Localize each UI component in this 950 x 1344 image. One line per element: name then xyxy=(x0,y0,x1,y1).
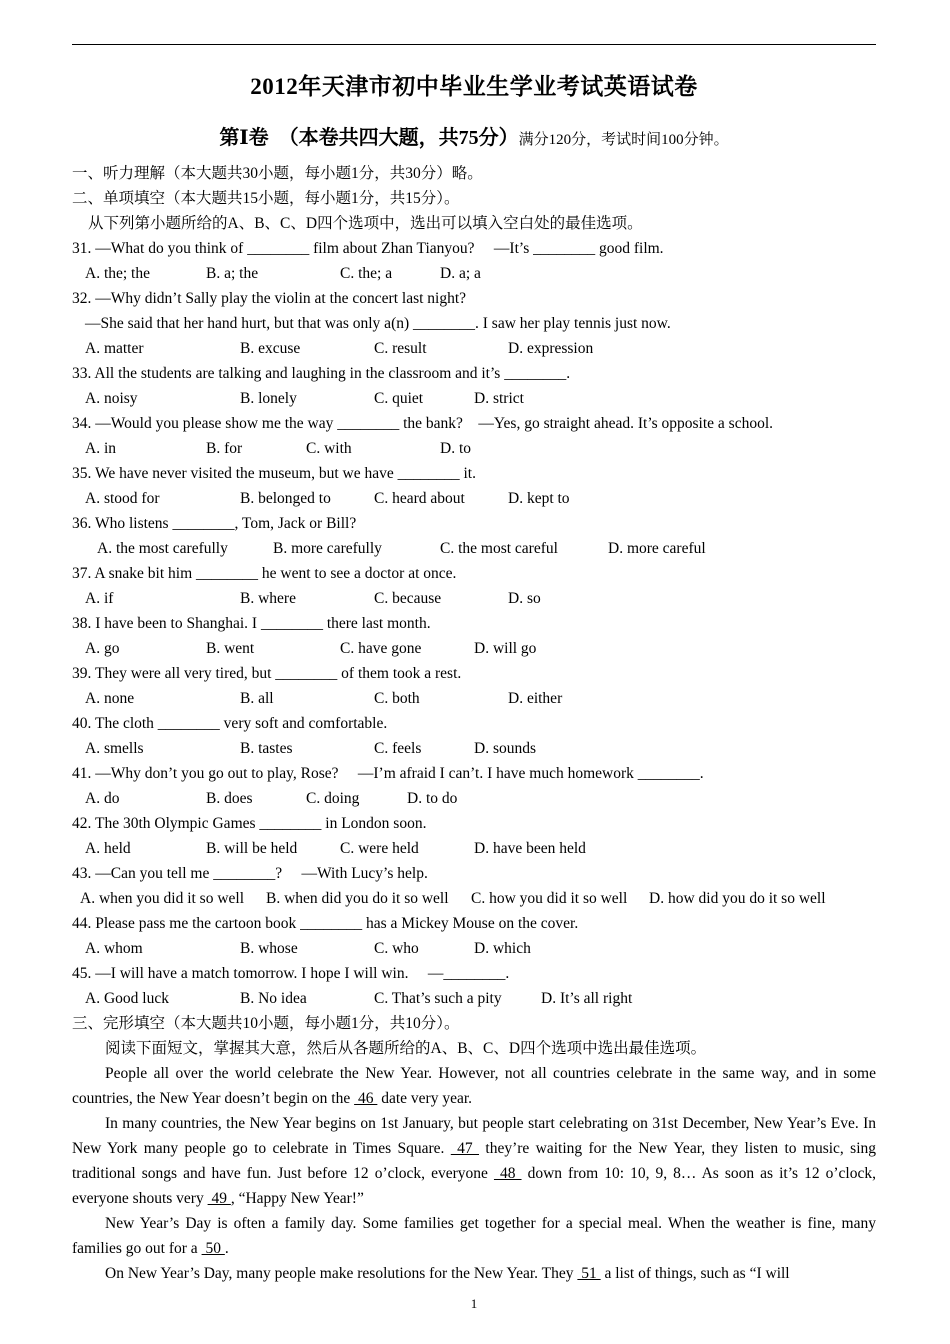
option-d: D. strict xyxy=(474,390,524,407)
question-stem: 35. We have never visited the museum, but we have ________ it. xyxy=(72,465,476,482)
option-d: D. It’s all right xyxy=(541,990,633,1007)
option-a: A. go xyxy=(85,640,120,657)
question-stem: 44. Please pass me the cartoon book ________ has a Mickey Mouse on the cover. xyxy=(72,915,579,932)
option-c: C. were held xyxy=(340,840,419,857)
passage-paragraph xyxy=(72,1061,876,1111)
question-options xyxy=(72,886,876,911)
question-stem: 43. —Can you tell me ________? —With Lucy’s help. xyxy=(72,865,428,882)
option-d: D. how did you do it so well xyxy=(649,890,826,907)
option-b: B. a; the xyxy=(206,265,259,282)
passage-text: People all over the world celebrate the New Year. However, not all countries celebrate in the same way, and in some countries, the New Year doesn’t begin on the xyxy=(72,1065,876,1107)
question-options xyxy=(72,936,876,961)
question-options xyxy=(72,636,876,661)
option-a: A. in xyxy=(85,440,116,457)
option-d: D. have been held xyxy=(474,840,586,857)
option-c: C. doing xyxy=(306,790,360,807)
option-c: C. because xyxy=(374,590,442,607)
question-options xyxy=(72,736,876,761)
option-c: C. how you did it so well xyxy=(471,890,628,907)
option-c: C. That’s such a pity xyxy=(374,990,502,1007)
question-stem: 36. Who listens ________, Tom, Jack or Bill? xyxy=(72,515,357,532)
option-b: B. went xyxy=(206,640,255,657)
question-options xyxy=(72,986,876,1011)
option-b: B. will be held xyxy=(206,840,298,857)
option-d: D. kept to xyxy=(508,490,570,507)
page-number: 1 xyxy=(470,1296,478,1311)
option-a: A. held xyxy=(85,840,131,857)
question-stem: 41. —Why don’t you go out to play, Rose? —I’m afraid I can’t. I have much homework ________. xyxy=(72,765,704,782)
question-stem: 39. They were all very tired, but ________ of them took a rest. xyxy=(72,665,462,682)
passage-paragraph xyxy=(72,1111,876,1211)
question-stem: 38. I have been to Shanghai. I ________ there last month. xyxy=(72,615,431,632)
option-a: A. matter xyxy=(85,340,144,357)
passage-text: New Year’s Day is often a family day. Some families get together for a special meal. When the weather is fine, many families go out for a xyxy=(72,1215,876,1257)
question-stem: 34. —Would you please show me the way ________ the bank? —Yes, go straight ahead. It’s opposite a school. xyxy=(72,415,774,432)
option-d: D. to xyxy=(440,440,471,457)
option-d: D. sounds xyxy=(474,740,537,757)
option-c: C. with xyxy=(306,440,352,457)
passage-text: they’re waiting for the New Year, they listen to music, sing traditional songs and have fun. Just before 12 o’clock, everyone xyxy=(72,1140,876,1182)
question-options xyxy=(72,686,876,711)
option-d: D. a; a xyxy=(440,265,481,282)
option-d: D. which xyxy=(474,940,531,957)
exam-page xyxy=(72,0,876,1344)
exam-title: 2012年天津市初中毕业生学业考试英语试卷 xyxy=(250,74,698,99)
question-options xyxy=(72,786,876,811)
passage-text: , “Happy New Year!” xyxy=(230,1190,364,1207)
option-d: D. more careful xyxy=(608,540,706,557)
option-a: A. the most carefully xyxy=(97,540,228,557)
question-options xyxy=(72,336,876,361)
question-options xyxy=(72,486,876,511)
cloze-blank-49: 49 xyxy=(207,1190,231,1207)
cloze-blank-50: 50 xyxy=(201,1240,225,1257)
section-1-heading: 一、听力理解（本大题共30小题，每小题1分，共30分）略。 xyxy=(72,165,483,182)
passage-paragraph xyxy=(72,1261,876,1286)
section-3-heading: 三、完形填空（本大题共10小题，每小题1分，共10分）。 xyxy=(72,1015,460,1032)
question-stem-2: —She said that her hand hurt, but that was only a(n) ________. I saw her play tennis just now. xyxy=(85,315,671,332)
option-a: A. when you did it so well xyxy=(80,890,245,907)
passage-text: In many countries, the New Year begins on 1st January, but people start celebrating on 31st December, New Year’s Eve. In New York many people go to celebrate in Times Square. xyxy=(72,1115,876,1157)
cloze-blank-51: 51 xyxy=(577,1265,601,1282)
option-b: B. for xyxy=(206,440,243,457)
option-b: B. lonely xyxy=(240,390,297,407)
option-c: C. who xyxy=(374,940,419,957)
option-b: B. all xyxy=(240,690,274,707)
option-a: A. if xyxy=(85,590,114,607)
cloze-blank-48: 48 xyxy=(493,1165,522,1182)
option-b: B. more carefully xyxy=(273,540,382,557)
option-b: B. where xyxy=(240,590,296,607)
question-stem: 45. —I will have a match tomorrow. I hope I will win. —________. xyxy=(72,965,510,982)
option-c: C. feels xyxy=(374,740,422,757)
question-stem: 42. The 30th Olympic Games ________ in London soon. xyxy=(72,815,427,832)
part-heading xyxy=(72,121,876,150)
option-d: D. expression xyxy=(508,340,594,357)
section-3-instructions: 阅读下面短文，掌握其大意，然后从各题所给的A、B、C、D四个选项中选出最佳选项。 xyxy=(105,1040,707,1057)
option-c: C. result xyxy=(374,340,427,357)
passage-text: a list of things, such as “I will xyxy=(600,1265,790,1282)
question-options xyxy=(72,436,876,461)
option-b: B. does xyxy=(206,790,253,807)
question-options xyxy=(72,536,876,561)
header-rule xyxy=(72,44,876,45)
passage-text: down from 10: 10, 9, 8… As soon as it’s 12 o’clock, everyone shouts very xyxy=(72,1165,876,1207)
option-b: B. belonged to xyxy=(240,490,331,507)
option-d: D. will go xyxy=(474,640,537,657)
option-a: A. do xyxy=(85,790,120,807)
question-options xyxy=(72,386,876,411)
question-stem: 37. A snake bit him ________ he went to see a doctor at once. xyxy=(72,565,457,582)
question-options xyxy=(72,261,876,286)
option-a: A. noisy xyxy=(85,390,138,407)
passage-text: . xyxy=(224,1240,229,1257)
question-options xyxy=(72,836,876,861)
question-stem: 40. The cloth ________ very soft and comfortable. xyxy=(72,715,388,732)
section-2-heading: 二、单项填空（本大题共15小题，每小题1分，共15分）。 xyxy=(72,190,460,207)
section-2-instructions: 从下列第小题所给的A、B、C、D四个选项中，选出可以填入空白处的最佳选项。 xyxy=(88,215,643,232)
option-d: D. so xyxy=(508,590,541,607)
option-d: D. either xyxy=(508,690,563,707)
option-d: D. to do xyxy=(407,790,458,807)
option-a: A. none xyxy=(85,690,135,707)
question-stem: 33. All the students are talking and laughing in the classroom and it’s ________. xyxy=(72,365,571,382)
option-a: A. whom xyxy=(85,940,143,957)
cloze-blank-47: 47 xyxy=(450,1140,480,1157)
option-c: C. both xyxy=(374,690,420,707)
option-c: C. have gone xyxy=(340,640,422,657)
passage-text: date very year. xyxy=(377,1090,473,1107)
question-stem: 32. —Why didn’t Sally play the violin at the concert last night? xyxy=(72,290,467,307)
option-a: A. Good luck xyxy=(85,990,169,1007)
option-a: A. stood for xyxy=(85,490,160,507)
option-b: B. No idea xyxy=(240,990,307,1007)
option-c: C. the; a xyxy=(340,265,393,282)
option-c: C. quiet xyxy=(374,390,424,407)
passage-paragraph xyxy=(72,1211,876,1261)
question-stem: 31. —What do you think of ________ film about Zhan Tianyou? —It’s ________ good film. xyxy=(72,240,664,257)
passage-text: On New Year’s Day, many people make resolutions for the New Year. They xyxy=(105,1265,578,1282)
option-c: C. the most careful xyxy=(440,540,558,557)
part-heading-text: 第Ⅰ卷 （本卷共四大题，共75分） xyxy=(219,127,519,149)
part-note: 满分120分，考试时间100分钟。 xyxy=(518,132,729,148)
option-c: C. heard about xyxy=(374,490,465,507)
question-options xyxy=(72,586,876,611)
cloze-blank-46: 46 xyxy=(354,1090,378,1107)
option-a: A. the; the xyxy=(85,265,150,282)
option-b: B. excuse xyxy=(240,340,301,357)
option-b: B. tastes xyxy=(240,740,293,757)
option-b: B. when did you do it so well xyxy=(266,890,449,907)
option-b: B. whose xyxy=(240,940,298,957)
option-a: A. smells xyxy=(85,740,144,757)
